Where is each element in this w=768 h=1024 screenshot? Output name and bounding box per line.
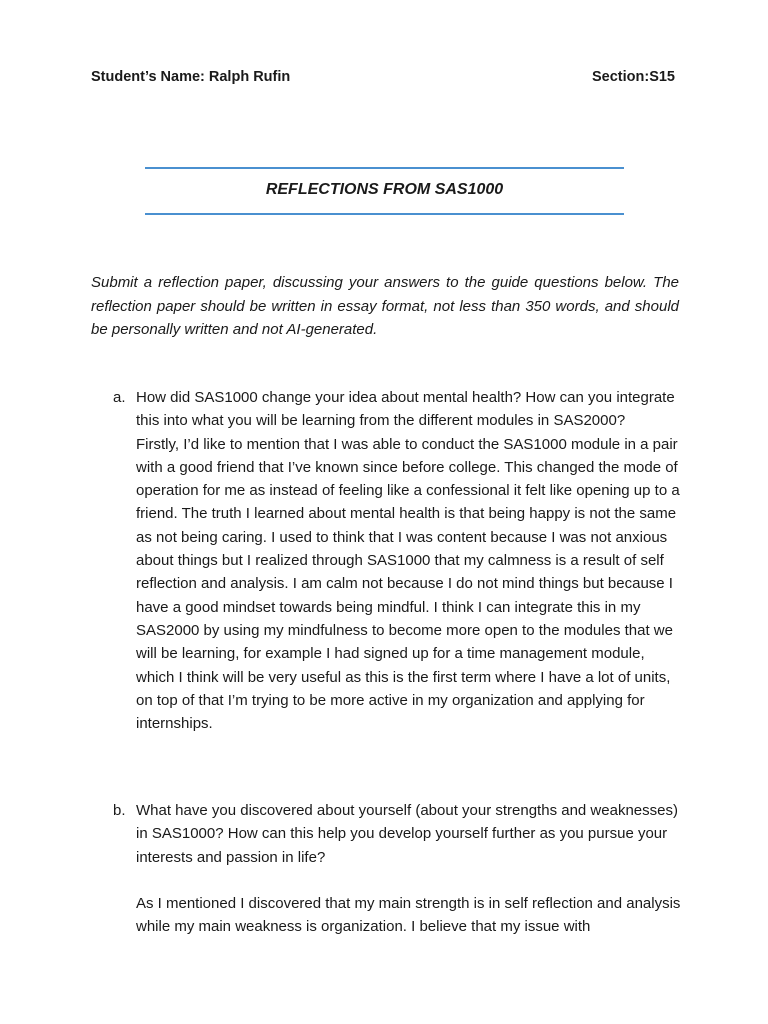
list-marker: a. bbox=[113, 389, 126, 406]
question-item-b bbox=[91, 799, 681, 938]
instructions-paragraph: Submit a reflection paper, discussing your answers to the guide questions below. The reflection paper should be written in essay format, not less than 350 words, and should be personally written and not AI-generated. bbox=[91, 274, 679, 338]
list-marker: b. bbox=[113, 802, 126, 819]
question-item-a bbox=[91, 386, 681, 735]
question-text: How did SAS1000 change your idea about mental health? How can you integrate this into what you will be learning from the different modules in SAS2000? bbox=[136, 389, 675, 430]
student-name: Student’s Name: Ralph Rufin bbox=[91, 69, 291, 85]
answer-text: Firstly, I’d like to mention that I was able to conduct the SAS1000 module in a pair with a good friend that I’ve known since before college. This changed the mode of operation for me as instead of feeling like a confessional it felt like opening up to a friend. The truth I learned about mental health is that being happy is not the same as not being caring. I used to think that I was content because I was not anxious about things but I realized through SAS1000 that my calmness is a result of self reflection and analysis. I am calm not because I do not mind things but because I have a good mindset towards being mindful. I think I can integrate this in my SAS2000 by using my mindfulness to become more open to the modules that we will be learning, for example I had signed up for a time management module, which I think will be very useful as this is the first term where I have a lot of units, on top of that I’m trying to be more active in my organization and applying for internships. bbox=[136, 435, 680, 733]
paragraph-gap bbox=[136, 869, 681, 892]
document-title: REFLECTIONS FROM SAS1000 bbox=[265, 181, 504, 198]
question-text: What have you discovered about yourself (about your strengths and weaknesses) in SAS1000? How can this help you develop yourself further as you pursue your interests and passion in life? bbox=[136, 802, 678, 866]
section-label: Section:S15 bbox=[592, 69, 675, 85]
title-rule-bottom bbox=[145, 213, 624, 215]
answer-text: As I mentioned I discovered that my main strength is in self reflection and analysis while my main weakness is organization. I believe that my issue with bbox=[136, 894, 681, 936]
title-rule-top bbox=[145, 167, 624, 169]
document-header bbox=[91, 69, 675, 85]
